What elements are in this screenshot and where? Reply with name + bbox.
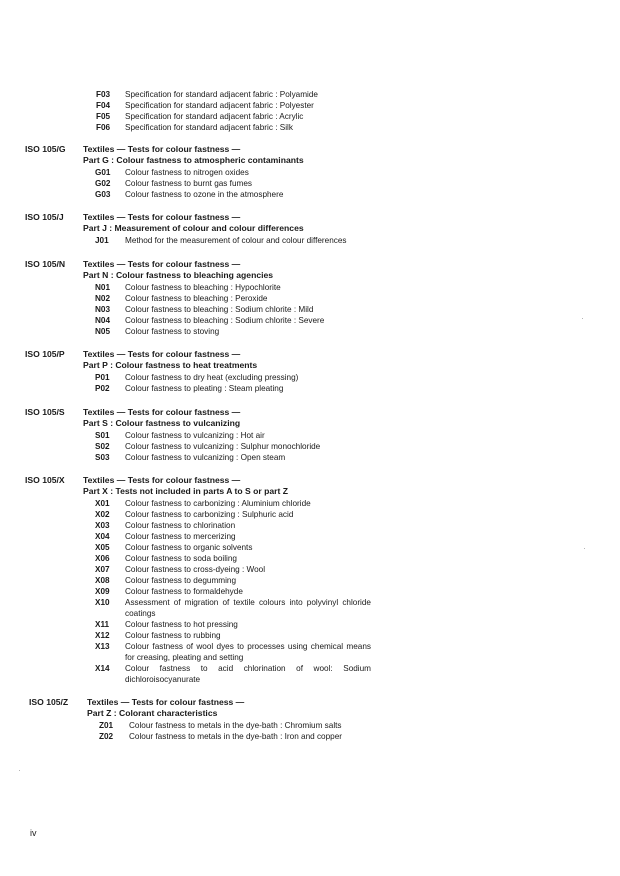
item-code: G03 — [95, 190, 111, 199]
item-code: F06 — [96, 123, 111, 132]
item-code: N04 — [95, 316, 111, 325]
list-item — [95, 167, 585, 178]
item-description: Colour fastness to carbonizing : Aluminium chloride — [125, 499, 311, 508]
item-code: N03 — [95, 305, 111, 314]
item-description: Colour fastness to organic solvents — [125, 543, 253, 552]
list-item — [95, 575, 585, 586]
item-code: P01 — [95, 373, 110, 382]
list-item — [96, 122, 396, 133]
list-item — [95, 282, 585, 293]
list-item — [96, 111, 396, 122]
item-code: X14 — [95, 664, 110, 673]
item-code: X12 — [95, 631, 110, 640]
item-description: Colour fastness to carbonizing : Sulphuric acid — [125, 510, 294, 519]
list-item — [95, 520, 585, 531]
item-code: S01 — [95, 431, 110, 440]
item-code: G02 — [95, 179, 111, 188]
item-description: Colour fastness to mercerizing — [125, 532, 236, 541]
item-code: Z02 — [99, 732, 114, 741]
item-code: F03 — [96, 90, 111, 99]
list-item — [99, 720, 589, 731]
section-part: Part P : Colour fastness to heat treatments — [83, 360, 258, 370]
list-item — [95, 597, 585, 619]
item-code: X08 — [95, 576, 110, 585]
standard-number: ISO 105/X — [25, 475, 65, 485]
section-items — [29, 720, 589, 742]
list-item — [95, 586, 585, 597]
list-item — [95, 326, 585, 337]
section-items — [25, 498, 585, 685]
item-code: S02 — [95, 442, 110, 451]
item-code: J01 — [95, 236, 109, 245]
section-part: Part Z : Colorant characteristics — [87, 708, 218, 718]
list-item — [95, 178, 585, 189]
section-title: Textiles — Tests for colour fastness — — [83, 144, 241, 154]
item-code: N05 — [95, 327, 111, 336]
item-description: Colour fastness to metals in the dye-bath : Iron and copper — [129, 732, 342, 741]
section-items — [25, 430, 585, 463]
list-item — [95, 315, 585, 326]
section-title: Textiles — Tests for colour fastness — — [83, 475, 241, 485]
section-items — [25, 167, 585, 200]
section-title: Textiles — Tests for colour fastness — — [83, 349, 241, 359]
item-code: X13 — [95, 642, 110, 651]
list-item — [95, 383, 585, 394]
item-code: X06 — [95, 554, 110, 563]
standard-number: ISO 105/S — [25, 407, 65, 417]
item-code: X05 — [95, 543, 110, 552]
item-description: Assessment of migration of textile colours into polyvinyl chloride coatings — [125, 598, 371, 618]
list-item — [95, 372, 585, 383]
section-title: Textiles — Tests for colour fastness — — [83, 407, 241, 417]
item-description: Specification for standard adjacent fabric : Polyamide — [125, 90, 318, 99]
item-description: Colour fastness of wool dyes to processes using chemical means for creasing, pleating and setting — [125, 642, 371, 662]
section-part: Part X : Tests not included in parts A to S or part Z — [83, 486, 288, 496]
item-code: X04 — [95, 532, 110, 541]
item-description: Colour fastness to formaldehyde — [125, 587, 243, 596]
item-code: X07 — [95, 565, 110, 574]
list-item — [95, 509, 585, 520]
scan-speck — [584, 548, 585, 549]
list-item — [95, 498, 585, 509]
page-number: iv — [30, 828, 37, 838]
item-code: N01 — [95, 283, 111, 292]
item-code: X11 — [95, 620, 110, 629]
standard-number: ISO 105/P — [25, 349, 65, 359]
item-code: X02 — [95, 510, 110, 519]
item-description: Specification for standard adjacent fabric : Acrylic — [125, 112, 304, 121]
item-description: Colour fastness to cross-dyeing : Wool — [125, 565, 266, 574]
list-item — [95, 641, 585, 663]
item-code: S03 — [95, 453, 110, 462]
item-description: Colour fastness to chlorination — [125, 521, 236, 530]
standard-number: ISO 105/G — [25, 144, 66, 154]
list-item — [95, 304, 585, 315]
item-description: Colour fastness to acid chlorination of wool: Sodium dichloroisocyanurate — [125, 664, 371, 684]
item-code: Z01 — [99, 721, 114, 730]
standard-number: ISO 105/Z — [29, 697, 69, 707]
item-description: Colour fastness to bleaching : Sodium chlorite : Mild — [125, 305, 314, 314]
item-code: X10 — [95, 598, 110, 607]
item-description: Colour fastness to stoving — [125, 327, 220, 336]
section-items — [25, 372, 585, 394]
list-item — [95, 542, 585, 553]
item-description: Colour fastness to burnt gas fumes — [125, 179, 252, 188]
standard-number: ISO 105/N — [25, 259, 66, 269]
item-code: X09 — [95, 587, 110, 596]
item-description: Colour fastness to bleaching : Sodium chlorite : Severe — [125, 316, 325, 325]
scan-speck — [19, 770, 20, 771]
item-description: Colour fastness to soda boiling — [125, 554, 237, 563]
scan-speck — [582, 318, 583, 319]
item-description: Colour fastness to degumming — [125, 576, 237, 585]
list-item — [95, 430, 585, 441]
section-part: Part S : Colour fastness to vulcanizing — [83, 418, 241, 428]
item-description: Specification for standard adjacent fabric : Polyester — [125, 101, 314, 110]
item-description: Colour fastness to bleaching : Hypochlorite — [125, 283, 281, 292]
section-items — [25, 235, 585, 246]
item-description: Colour fastness to vulcanizing : Sulphur monochloride — [125, 442, 321, 451]
item-code: F05 — [96, 112, 111, 121]
list-item — [95, 531, 585, 542]
list-item — [96, 89, 396, 100]
item-description: Colour fastness to vulcanizing : Hot air — [125, 431, 265, 440]
list-item — [95, 293, 585, 304]
section-title: Textiles — Tests for colour fastness — — [83, 259, 241, 269]
section-part: Part N : Colour fastness to bleaching agencies — [83, 270, 274, 280]
list-item — [95, 564, 585, 575]
list-item — [95, 441, 585, 452]
section-title: Textiles — Tests for colour fastness — — [83, 212, 241, 222]
item-code: X03 — [95, 521, 110, 530]
section-items — [25, 282, 585, 337]
item-description: Colour fastness to bleaching : Peroxide — [125, 294, 268, 303]
section-part: Part J : Measurement of colour and colour differences — [83, 223, 304, 233]
item-code: X01 — [95, 499, 110, 508]
item-description: Colour fastness to hot pressing — [125, 620, 238, 629]
section-title: Textiles — Tests for colour fastness — — [87, 697, 245, 707]
standard-number: ISO 105/J — [25, 212, 64, 222]
item-description: Specification for standard adjacent fabric : Silk — [125, 123, 293, 132]
item-description: Colour fastness to rubbing — [125, 631, 221, 640]
item-description: Colour fastness to ozone in the atmosphere — [125, 190, 284, 199]
item-description: Colour fastness to nitrogen oxides — [125, 168, 249, 177]
item-description: Colour fastness to metals in the dye-bath : Chromium salts — [129, 721, 342, 730]
item-description: Colour fastness to dry heat (excluding pressing) — [125, 373, 299, 382]
item-code: N02 — [95, 294, 111, 303]
item-description: Colour fastness to vulcanizing : Open steam — [125, 453, 286, 462]
section-part: Part G : Colour fastness to atmospheric contaminants — [83, 155, 304, 165]
list-item — [99, 731, 589, 742]
list-item — [96, 100, 396, 111]
list-item — [95, 630, 585, 641]
item-description: Method for the measurement of colour and colour differences — [125, 236, 347, 245]
list-item — [95, 189, 585, 200]
item-description: Colour fastness to pleating : Steam pleating — [125, 384, 284, 393]
item-code: F04 — [96, 101, 111, 110]
list-item — [95, 619, 585, 630]
list-item — [95, 663, 585, 685]
list-item — [95, 235, 585, 246]
item-code: G01 — [95, 168, 111, 177]
item-code: P02 — [95, 384, 110, 393]
list-item — [95, 553, 585, 564]
list-item — [95, 452, 585, 463]
